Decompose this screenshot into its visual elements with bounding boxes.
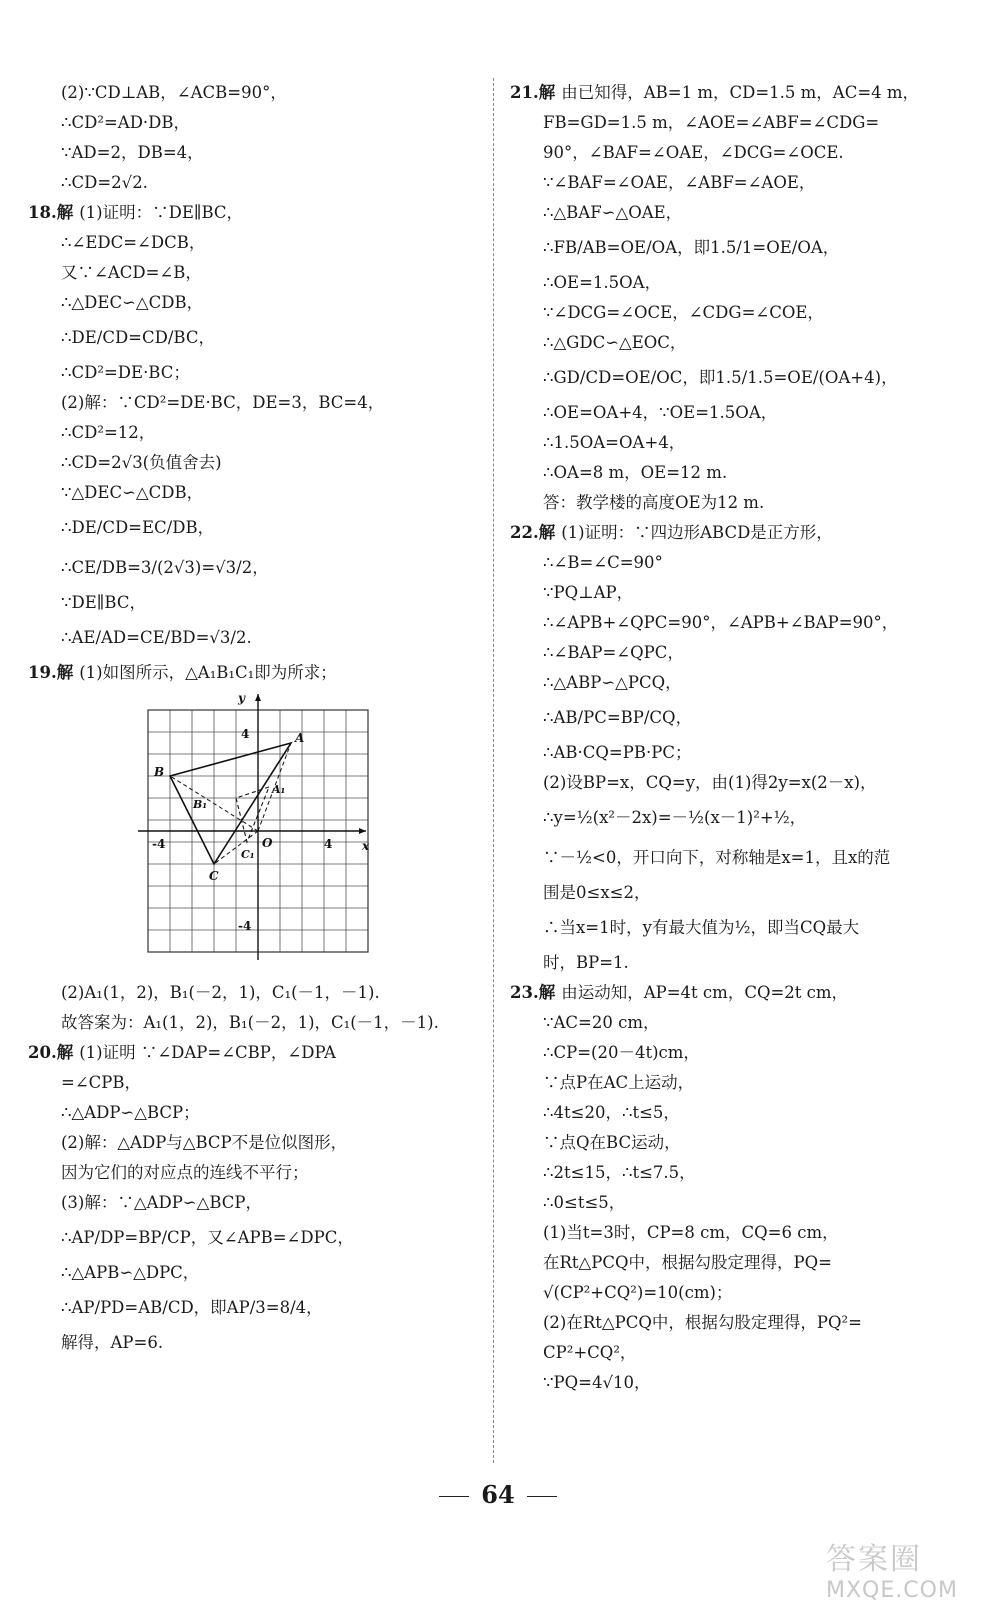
line-text: 90°，∠BAF=∠OAE，∠DCG=∠OCE. [543,143,844,162]
solution-line [28,1288,483,1328]
line-text: (1)证明：∵四边形ABCD是正方形， [561,523,833,542]
line-text: ∴0≤t≤5， [543,1193,626,1212]
solution-line [510,518,980,548]
solution-line [510,1248,980,1278]
line-text: ∴△APB∽△DPC， [61,1263,200,1282]
solution-line [28,318,483,358]
solution-line [28,358,483,388]
line-text: ∵点Q在BC运动， [543,1133,681,1152]
line-text: ∴CD=2√3(负值舍去) [61,453,222,472]
line-text: =∠CPB， [61,1073,142,1092]
solution-line [28,228,483,258]
solution-line [510,1368,980,1398]
solution-line [510,668,980,698]
solution-line [28,138,483,168]
line-text: ∴OE=OA+4，∵OE=1.5OA， [543,403,778,422]
label-C: C [209,869,219,883]
line-text: ∵点P在AC上运动， [543,1073,695,1092]
line-text: (1)证明：∵DE∥BC， [79,203,244,222]
solution-line [28,1258,483,1288]
page-footer [0,1480,996,1509]
y-arrow-icon [255,694,261,701]
solution-line [510,398,980,428]
solution-line [28,448,483,478]
problem-number: 19.解 [28,663,74,682]
problem-number: 21.解 [510,83,556,102]
solution-line [510,798,980,838]
solution-line [510,198,980,228]
solution-line [510,1098,980,1128]
line-text: (1)如图所示，△A₁B₁C₁即为所求； [79,663,337,682]
line-text: ∴DE/CD=EC/DB， [61,518,215,537]
solution-line [28,978,483,1008]
line-text: 答：教学楼的高度OE为12 m. [543,493,765,512]
line-text: 又∵∠ACD=∠B， [61,263,202,282]
line-text: ∴AB·CQ=PB·PC； [543,743,692,762]
line-text: ∴△ABP∽△PCQ， [543,673,682,692]
solution-line [510,138,980,168]
line-text: ∴AP/DP=BP/CP，又∠APB=∠DPC， [61,1228,354,1247]
line-text: ∴△GDC∽△EOC， [543,333,687,352]
footer-dash-right [527,1496,557,1497]
line-text: 由运动知，AP=4t cm，CQ=2t cm， [561,983,849,1002]
line-text: ∴CD²=AD·DB， [61,113,191,132]
solution-line [510,838,980,878]
line-text: ∴AE/AD=CE/BD=√3/2. [61,628,252,647]
line-text: (3)解：∵△ADP∽△BCP， [61,1193,262,1212]
solution-line [28,78,483,108]
line-text: (2)解：∵CD²=DE·BC，DE=3，BC=4， [61,393,385,412]
line-text: ∵∠BAF=∠OAE，∠ABF=∠AOE， [543,173,816,192]
solution-line [510,548,980,578]
label-x: x [362,839,370,853]
solution-line [28,168,483,198]
line-text: ∵PQ=4√10， [543,1373,651,1392]
line-text: (2)解：△ADP与△BCP不是位似图形， [61,1133,348,1152]
line-text: ∴4t≤20，∴t≤5， [543,1103,680,1122]
grid-figure-svg [138,690,378,970]
line-text: ∴CD=2√2. [61,173,148,192]
solution-line [510,78,980,108]
x-arrow-icon [359,828,366,834]
solution-line [510,358,980,398]
line-text: ∵DE∥BC， [61,593,146,612]
coordinate-figure [28,690,483,972]
solution-line [510,268,980,298]
line-text: ∴1.5OA=OA+4， [543,433,686,452]
line-text: ∴△BAF∽△OAE， [543,203,683,222]
line-text: ∵∠DCG=∠OCE，∠CDG=∠COE， [543,303,824,322]
solution-line [28,288,483,318]
line-text: ∵△DEC∽△CDB， [61,483,204,502]
solution-line [28,1328,483,1358]
solution-line [510,738,980,768]
line-text: ∴∠B=∠C=90° [543,553,663,572]
line-text: 解得，AP=6. [61,1333,164,1352]
line-text: ∵AD=2，DB=4， [61,143,204,162]
solution-line [28,618,483,658]
solution-line [510,1308,980,1338]
line-text: ∴GD/CD=OE/OC，即1.5/1.5=OE/(OA+4)， [543,368,898,387]
solution-line [28,478,483,508]
line-text: ∴AB/PC=BP/CQ， [543,708,693,727]
solution-line [510,638,980,668]
solution-line [510,428,980,458]
solution-line [28,548,483,588]
line-text: ∵PQ⊥AP， [543,583,634,602]
solution-line [28,1128,483,1158]
solution-line [510,168,980,198]
line-text: ∵－½<0，开口向下，对称轴是x=1，且x的范 [543,848,891,867]
solution-line [510,578,980,608]
line-text: ∴CP=(20－4t)cm， [543,1043,700,1062]
solution-line [510,1188,980,1218]
line-text: ∴AP/PD=AB/CD，即AP/3=8/4， [61,1298,323,1317]
line-text: ∴∠EDC=∠DCB， [61,233,206,252]
left-column [28,78,483,1358]
solution-line [510,1008,980,1038]
right-column [510,78,980,1398]
line-text: ∴y=½(x²－2x)=－½(x－1)²+½， [543,808,807,827]
solution-line [28,388,483,418]
solution-line [28,1038,483,1068]
solution-line [28,258,483,288]
line-text: ∴CD²=DE·BC； [61,363,190,382]
solution-line [510,1038,980,1068]
solution-line [510,1158,980,1188]
label-A: A [295,731,305,745]
solution-line [510,768,980,798]
solution-line [28,418,483,448]
line-text: ∴∠BAP=∠QPC， [543,643,684,662]
watermark-top: 答案圈 [826,1542,922,1577]
solution-line [510,1128,980,1158]
line-text: ∴DE/CD=CD/BC， [61,328,215,347]
solution-line [28,1068,483,1098]
solution-line [510,458,980,488]
solution-line [28,198,483,228]
label-x4: 4 [324,837,333,851]
solution-line [28,1158,483,1188]
line-text: (2)设BP=x，CQ=y，由(1)得2y=x(2－x)， [543,773,877,792]
solution-line [510,1218,980,1248]
line-text: 故答案为：A₁(1，2)，B₁(－2，1)，C₁(－1，－1). [61,1013,439,1032]
line-text: ∴△DEC∽△CDB， [61,293,204,312]
line-text: (2)A₁(1，2)，B₁(－2，1)，C₁(－1，－1). [61,983,380,1002]
solution-line [510,948,980,978]
line-text: ∴CD²=12， [61,423,156,442]
problem-number: 22.解 [510,523,556,542]
page-number: 64 [481,1480,515,1509]
watermark [826,1534,986,1603]
label-y-4: -4 [238,919,252,933]
line-text: 围是0≤x≤2， [543,883,651,902]
label-origin: O [262,836,273,850]
label-B: B [154,765,165,779]
watermark-bottom: MXQE.COM [826,1578,958,1603]
solution-line [510,108,980,138]
line-text: 因为它们的对应点的连线不平行； [61,1163,309,1182]
line-text: ∵AC=20 cm， [543,1013,660,1032]
solution-line [510,878,980,908]
solution-line [28,508,483,548]
solution-line [28,588,483,618]
solution-line [510,1278,980,1308]
line-text: (2)在Rt△PCQ中，根据勾股定理得，PQ²= [543,1313,862,1332]
solution-line [510,228,980,268]
solution-line [510,698,980,738]
line-text: ∴OE=1.5OA， [543,273,662,292]
label-B1: B₁ [193,798,208,811]
line-text: CP²+CQ²， [543,1343,637,1362]
problem-number: 23.解 [510,983,556,1002]
label-y4: 4 [241,727,250,741]
solution-line [28,1218,483,1258]
solution-line [510,1338,980,1368]
label-y: y [238,691,245,705]
solution-line [28,108,483,138]
label-x-4: -4 [152,837,166,851]
solution-line [510,608,980,638]
line-text: (1)证明 ∵∠DAP=∠CBP，∠DPA [79,1043,336,1062]
solution-line [510,1068,980,1098]
line-text: 由已知得，AB=1 m，CD=1.5 m，AC=4 m， [561,83,920,102]
column-divider [493,78,494,1463]
line-text: ∴当x=1时，y有最大值为½，即当CQ最大 [543,918,860,937]
line-text: ∴∠APB+∠QPC=90°，∠APB+∠BAP=90°， [543,613,899,632]
problem-number: 18.解 [28,203,74,222]
solution-line [28,1008,483,1038]
solution-line [510,488,980,518]
line-text: ∴CE/DB=3/(2√3)=√3/2， [61,558,269,577]
solution-line [510,978,980,1008]
solution-line [28,1098,483,1128]
line-text: (1)当t=3时，CP=8 cm，CQ=6 cm， [543,1223,839,1242]
solution-line [28,658,483,688]
line-text: ∴FB/AB=OE/OA，即1.5/1=OE/OA， [543,238,840,257]
footer-dash-left [439,1496,469,1497]
line-text: 在Rt△PCQ中，根据勾股定理得，PQ= [543,1253,832,1272]
line-text: ∴△ADP∽△BCP； [61,1103,200,1122]
line-text: √(CP²+CQ²)=10(cm)； [543,1283,733,1302]
label-C1: C₁ [241,848,255,861]
solution-line [510,908,980,948]
line-text: ∴2t≤15，∴t≤7.5， [543,1163,696,1182]
triangle-ABC [170,743,291,864]
solution-line [510,298,980,328]
label-A1: A₁ [272,783,286,796]
line-text: (2)∵CD⊥AB，∠ACB=90°， [61,83,287,102]
line-text: ∴OA=8 m，OE=12 m. [543,463,728,482]
solution-line [510,328,980,358]
line-text: FB=GD=1.5 m，∠AOE=∠ABF=∠CDG= [543,113,880,132]
line-text: 时，BP=1. [543,953,629,972]
solution-line [28,1188,483,1218]
problem-number: 20.解 [28,1043,74,1062]
